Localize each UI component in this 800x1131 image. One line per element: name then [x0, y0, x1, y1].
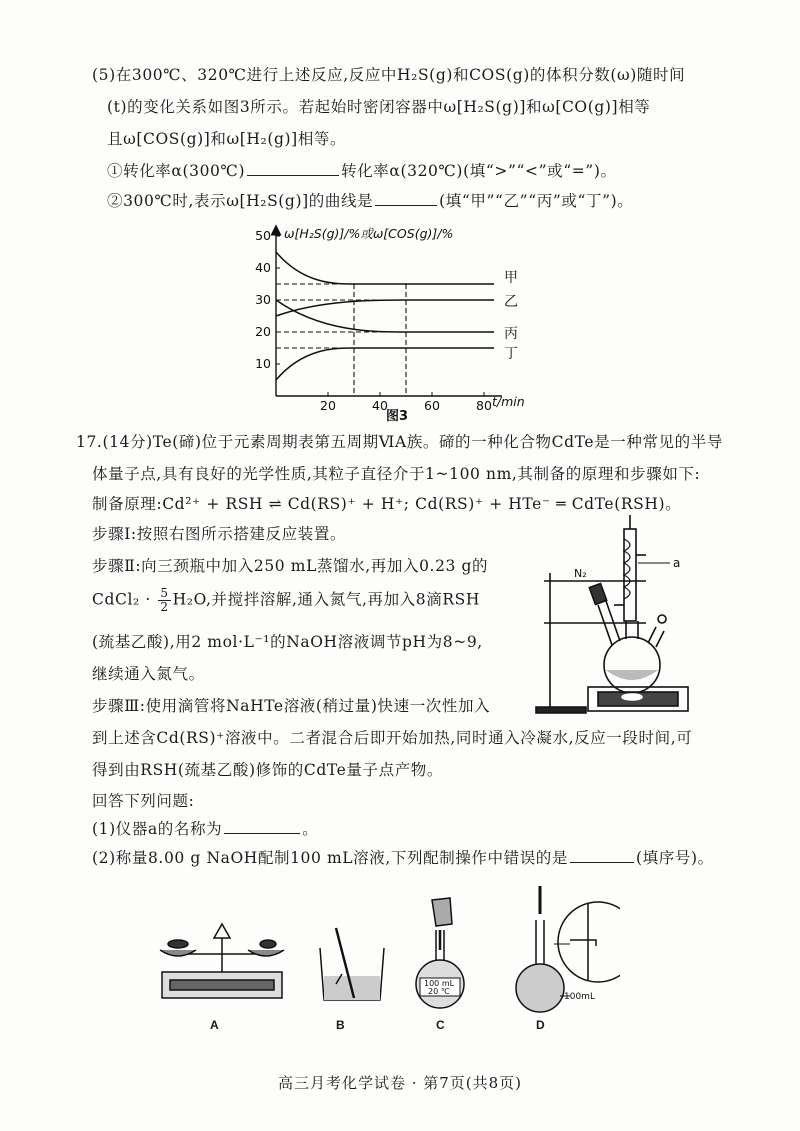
x-tick-label-20: 20: [320, 398, 336, 413]
x-tick-label-60: 60: [424, 398, 440, 413]
caption-c: C: [436, 1018, 445, 1032]
flask-c-label1: 100 mL: [424, 979, 455, 988]
y-tick-label-30: 30: [255, 292, 271, 307]
part1-text-a: (1)仪器a的名称为: [92, 820, 223, 838]
beaker-figure-b: [320, 928, 384, 1000]
q17-part1: [92, 818, 318, 840]
x-axis-label: t/min: [492, 394, 525, 409]
q5-sub2-text-b: (填“甲”“乙”“丙”或“丁”)。: [439, 192, 634, 210]
answer-blank-2[interactable]: [375, 190, 437, 206]
q17-step2-2: [92, 587, 480, 614]
y-tick-label-40: 40: [255, 260, 271, 275]
series-label-丁: 丁: [504, 346, 518, 362]
q17-step2-1: 步骤Ⅱ:向三颈瓶中加入250 mL蒸馏水,再加入0.23 g的: [92, 557, 489, 575]
series-curve-丁: [276, 348, 494, 380]
caption-d: D: [536, 1018, 545, 1032]
series-curve-乙: [276, 300, 494, 316]
y-tick-label-20: 20: [255, 324, 271, 339]
fraction-5-2: [158, 587, 170, 614]
q17-step2-4: 继续通入氮气。: [92, 665, 205, 683]
q17-step1: 步骤Ⅰ:按照右图所示搭建反应装置。: [92, 525, 347, 543]
part2-text-a: (2)称量8.00 g NaOH配制100 mL溶液,下列配制操作中错误的是: [92, 849, 569, 867]
reaction-apparatus-figure: [528, 515, 703, 720]
label-a: a: [673, 556, 681, 570]
page-footer: 高三月考化学试卷 · 第7页(共8页): [277, 1074, 523, 1092]
caption-a: A: [210, 1018, 219, 1032]
magnifier-circle: [558, 902, 620, 982]
q17-answer-heading: 回答下列问题:: [92, 792, 195, 810]
balance-figure-a: [160, 924, 284, 998]
q17-step3-2: 到上述含Cd(RS)⁺溶液中。二者混合后即开始加热,同时通入冷凝水,反应一段时间,可: [92, 729, 693, 747]
answer-blank-4[interactable]: [570, 847, 634, 863]
q5-line2: (t)的变化关系如图3所示。若起始时密闭容器中ω[H₂S(g)]和ω[CO(g)]相等: [107, 98, 651, 116]
q17-part2: [92, 847, 714, 869]
condenser: [624, 529, 636, 621]
q17-intro2: 体量子点,具有良好的光学性质,其粒子直径介于1~100 nm,其制备的原理和步骤如下:: [92, 465, 701, 483]
series-curve-丙: [276, 300, 494, 332]
x-tick-label-80: 80: [476, 398, 492, 413]
q17-step3-1: 步骤Ⅲ:使用滴管将NaHTe溶液(稍过量)快速一次性加入: [92, 697, 491, 715]
frac-den: 2: [160, 600, 169, 614]
q5-line3: 且ω[COS(g)]和ω[H₂(g)]相等。: [107, 130, 347, 148]
q5-sub2: [107, 190, 633, 212]
series-curve-甲: [276, 252, 494, 284]
operation-figures: [150, 880, 620, 1020]
answer-blank-3[interactable]: [224, 818, 300, 834]
chart-title: 图3: [386, 409, 409, 424]
q17-step2-3: (巯基乙酸),用2 mol·L⁻¹的NaOH溶液调节pH为8~9,: [92, 633, 483, 651]
part2-text-b: (填序号)。: [636, 849, 714, 867]
part1-text-b: 。: [302, 820, 319, 838]
y-axis-label: ω[H₂S(g)]/%或ω[COS(g)]/%: [284, 226, 454, 241]
series-label-丙: 丙: [504, 326, 518, 342]
q17-principle: 制备原理:Cd²⁺ + RSH ⇌ Cd(RS)⁺ + H⁺; Cd(RS)⁺ + HTe⁻ ═ CdTe(RSH)。: [92, 495, 682, 513]
y-tick-label-50: 50: [255, 228, 271, 243]
answer-blank-1[interactable]: [247, 160, 339, 176]
n2-label: N₂: [574, 567, 587, 580]
series-label-乙: 乙: [504, 294, 518, 310]
three-neck-flask: [604, 637, 660, 693]
caption-b: B: [336, 1018, 345, 1032]
q17-intro1: 17.(14分)Te(碲)位于元素周期表第五周期ⅥA族。碲的一种化合物CdTe是一种常见的半导: [76, 433, 723, 451]
q5-sub1-text-a: ①转化率α(300℃): [107, 162, 246, 180]
step2-rest: H₂O,并搅拌溶解,通入氮气,再加入8滴RSH: [172, 590, 480, 609]
frac-num: 5: [160, 586, 169, 600]
cdcl2-formula: CdCl₂ ·: [92, 590, 151, 609]
q5-sub1-text-b: 转化率α(320℃)(填“>”“<”或“=”)。: [341, 162, 617, 180]
q17-step3-3: 得到由RSH(巯基乙酸)修饰的CdTe量子点产物。: [92, 761, 443, 779]
figure3-chart: [240, 222, 540, 426]
q5-sub1: [107, 160, 617, 182]
flask-c-label2: 20 ℃: [428, 987, 450, 996]
q5-line1: (5)在300℃、320℃进行上述反应,反应中H₂S(g)和COS(g)的体积分数(ω)随时间: [92, 66, 686, 84]
x-tick-label-40: 40: [372, 398, 388, 413]
y-tick-label-10: 10: [255, 356, 271, 371]
flask-d-label: 100mL: [564, 992, 595, 1002]
q5-sub2-text-a: ②300℃时,表示ω[H₂S(g)]的曲线是: [107, 192, 374, 210]
stand-base: [536, 707, 586, 713]
series-label-甲: 甲: [504, 270, 518, 286]
